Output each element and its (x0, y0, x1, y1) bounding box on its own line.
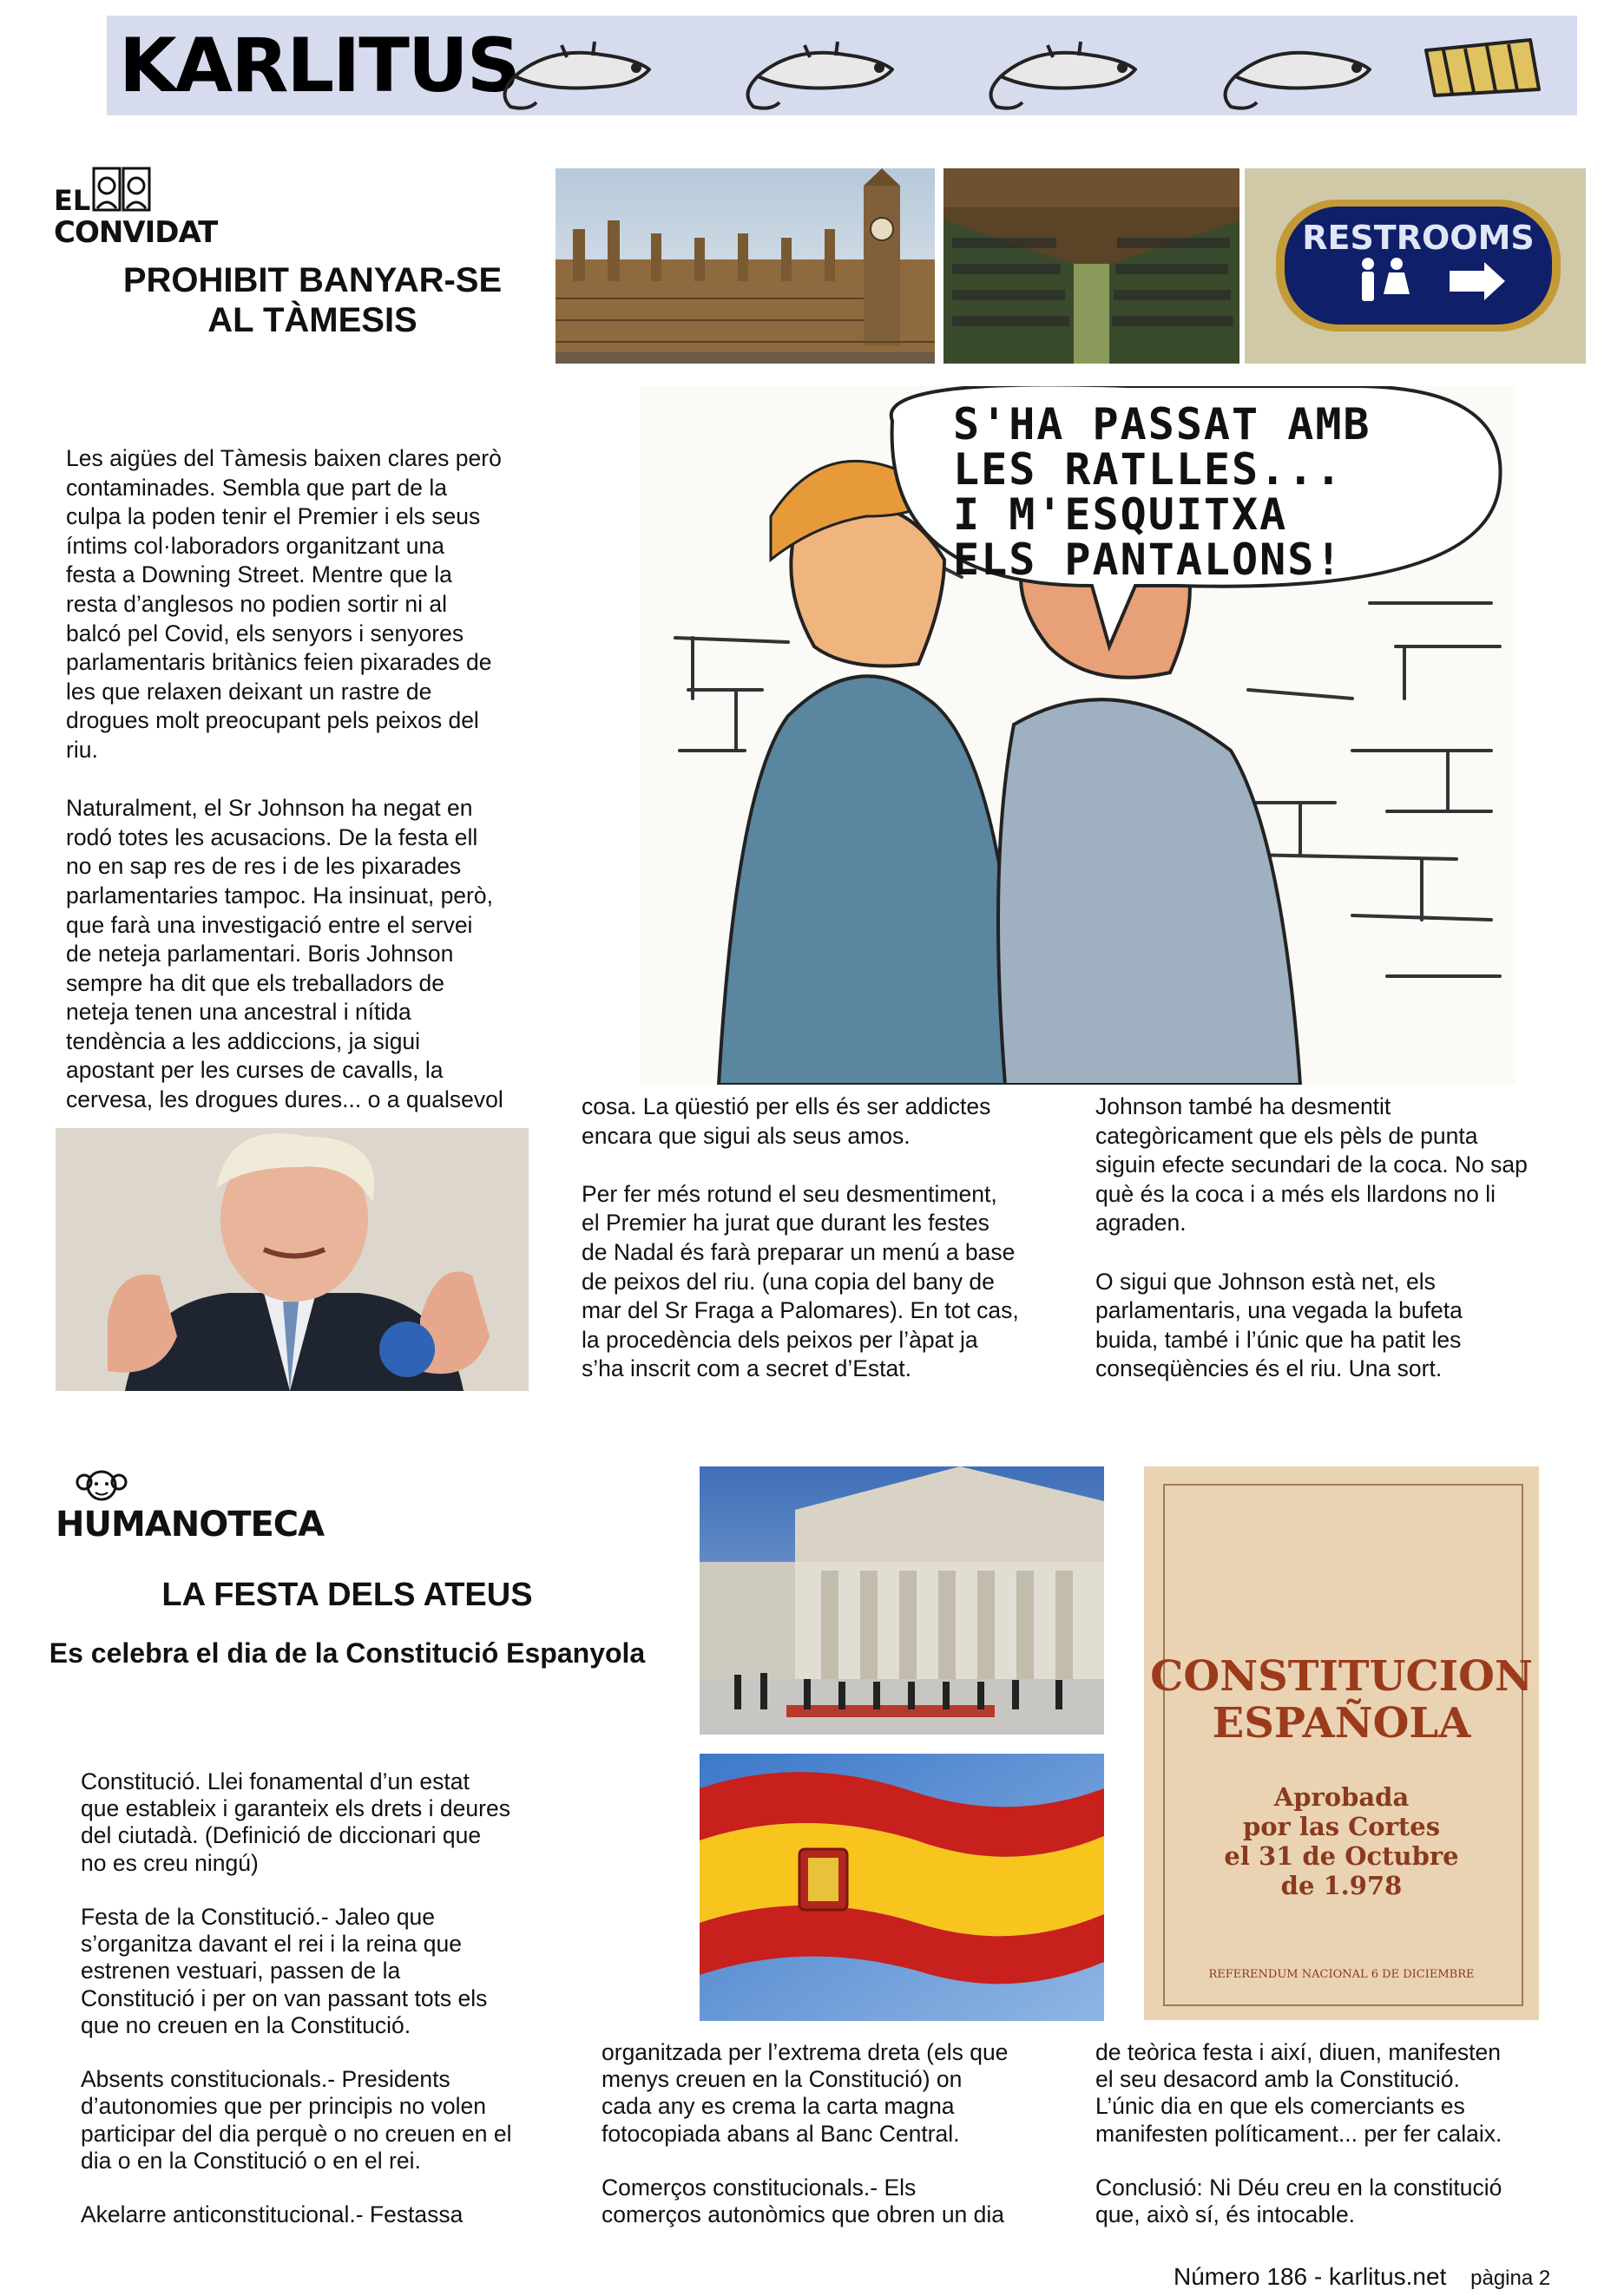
logo-text-convidat: CONVIDAT (54, 215, 218, 250)
article2-title: LA FESTA DELS ATEUS (161, 1577, 533, 1613)
article1-col3: Johnson també ha desmentit categòricament que els pèls de punta siguin efecte secundari de la coca. No sap què és la coca i a més els llardons no li agraden. O sigui que Johnson està net, els parlamentaris, una vegada la bufeta buida, també i l’únic que ha patit les conseqüències és el riu. Una sort. (1095, 1093, 1528, 1382)
restrooms-sign-photo (1245, 168, 1586, 364)
book-title-line2: ESPAÑOLA (1212, 1699, 1471, 1748)
book-title-line1: CONSTITUCION (1150, 1652, 1533, 1701)
site-logo: KARLITUS (119, 23, 519, 109)
book-cortes-text: por las Cortes (1242, 1812, 1441, 1841)
article2-col2: organitzada per l’extrema dreta (els que menys creuen en la Constitució) on cada any es crema la carta magna fotocopiada abans al Banc Central. Comerços constitucionals.- Els comerços autonòmics que obren un dia (602, 2039, 1009, 2228)
footer-page: pàgina 2 (1470, 2266, 1551, 2290)
article1-col2: cosa. La qüestió per ells és ser addictes encara que sigui als seus amos. Per fer més rotund el seu desmentiment, el Premier ha jurat que durant les festes de Nadal és farà preparar un menú a base de peixos del riu. (una copia del bany de mar del Sr Fraga a Palomares). En tot cas, la procedència dels peixos per l’àpat ja s’ha inscrit com a secret d’Estat. (582, 1093, 1019, 1382)
footer-issue: Número 186 - karlitus.net (1174, 2263, 1447, 2290)
el-convidat-logo (54, 165, 219, 252)
logo-text-el: EL (54, 184, 91, 217)
book-referendum-text: REFERENDUM NACIONAL 6 DE DICIEMBRE (1208, 1968, 1475, 1981)
parliament-photo (556, 168, 935, 364)
congress-building-photo (700, 1466, 1104, 1735)
footer (1174, 2263, 1608, 2291)
article2-subtitle: Es celebra el dia de la Constitució Espanyola (49, 1637, 646, 1669)
article-title (95, 260, 529, 340)
commons-chamber-photo (943, 168, 1239, 364)
cartoon-speech-text: S'HA PASSAT AMB LES RATLLES... I M'ESQUITXA ELS PANTALONS! (953, 399, 1371, 585)
book-approved-text: Aprobada (1273, 1782, 1410, 1812)
humanoteca-text: HUMANOTECA (56, 1505, 325, 1545)
constitution-book-cover (1144, 1466, 1539, 2020)
title-line-2: AL TÀMESIS (207, 301, 418, 339)
monkey-icon (71, 1466, 132, 1508)
spanish-flag-photo (700, 1754, 1104, 2021)
title-line-1: PROHIBIT BANYAR-SE (122, 261, 503, 299)
restrooms-sign-text: RESTROOMS (1302, 219, 1535, 257)
article2-col1: Constitució. Llei fonamental d’un estat que estableix i garanteix els drets i deures del ciutadà. (Definició de diccionari que no es creu ningú) Festa de la Constitució.- Jaleo que s’organitza davant el rei i la reina que estrenen vestuari, passen de la Constitució i per on van passant tots els que no creuen en la Constitució. Absents constitucionals.- Presidents d’autonomies que per principis no volen participar del dia perquè o no creuen en el dia o en la Constitució o en el rei. Akelarre anticonstitucional.- Festassa (81, 1768, 512, 2228)
article1-col1: Les aigües del Tàmesis baixen clares però contaminades. Sembla que part de la culpa la poden tenir el Premier i els seus íntims col·laboradors organitzant una festa a Downing Street. Mentre que la resta d’anglesos no podien sortir ni al balcó pel Covid, els senyors i senyores parlamentaris britànics feien pixarades de les que relaxen deixant un rastre de drogues molt preocupant pels peixos del riu. Naturalment, el Sr Johnson ha negat en rodó totes les acusacions. De la festa ell no en sap res de res i de les pixarades parlamentaries tampoc. Ha insinuat, però, que farà una investigació entre el servei de neteja parlamentari. Boris Johnson sempre ha dit que els treballadors de neteja tenen una ancestral i nítida tendència a les addiccions, ja sigui apostant per les curses de cavalls, la cervesa, les drogues dures... o a qualsevol (66, 445, 503, 1113)
header-banner (107, 16, 1577, 115)
johnson-thumbs-up-photo (56, 1128, 529, 1391)
book-date-text: el 31 de Octubre (1224, 1841, 1459, 1871)
article2-col3: de teòrica festa i així, diuen, manifesten el seu desacord amb la Constitució. L’únic dia en que els comerciants es manifesten políticament... per fer calaix. Conclusió: Ni Déu creu en la constitució que, això sí, és intocable. (1095, 2039, 1502, 2228)
humanoteca-logo (54, 1466, 325, 1545)
book-year-text: de 1.978 (1280, 1871, 1403, 1900)
two-faces-icon (92, 165, 153, 213)
cartoon (641, 386, 1516, 1085)
rats-illustration (489, 16, 1577, 115)
